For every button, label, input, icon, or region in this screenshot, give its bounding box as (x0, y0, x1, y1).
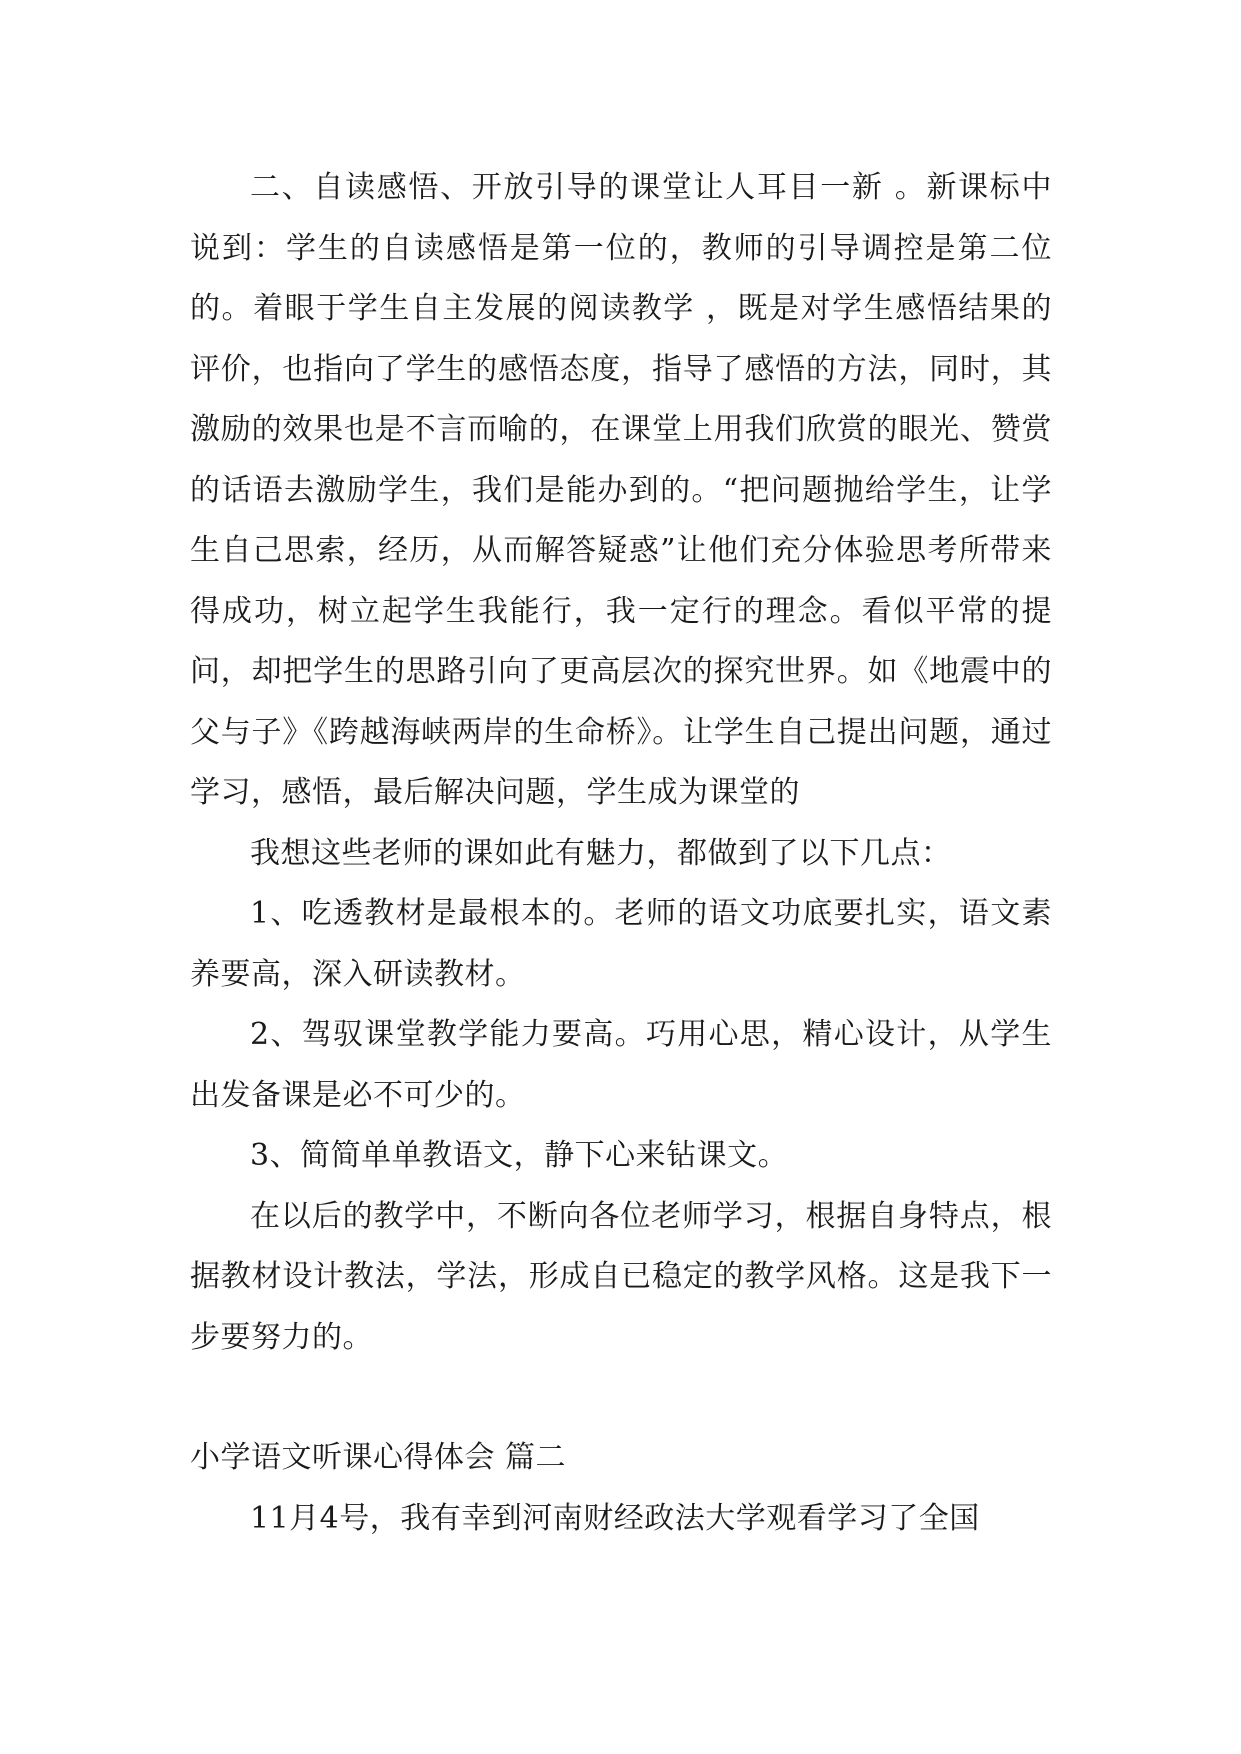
paragraph-point-3: 3、简简单单教语文，静下心来钻课文。 (250, 1138, 789, 1173)
section-heading: 小学语文听课心得体会 篇二 (190, 1440, 567, 1475)
paragraph-summary-intro: 我想这些老师的课如此有魅力，都做到了以下几点： (250, 835, 952, 871)
paragraph-point-1: 1、吃透教材是最根本的。老师的语文功底要扎实，语文素养要高，深入研读教材。 (190, 896, 1052, 992)
paragraph-conclusion: 在以后的教学中，不断向各位老师学习，根据自身特点，根据教材设计教法，学法，形成自已稳定的教学风格。这是我下一步要努力的。 (190, 1198, 1052, 1355)
paragraph-section-two-start: 11月4号，我有幸到河南财经政法大学观看学习了全国 (250, 1500, 980, 1536)
document-body (190, 158, 1052, 1549)
paragraph-point-2: 2、驾驭课堂教学能力要高。巧用心思，精心设计，从学生出发备课是必不可少的。 (190, 1017, 1052, 1113)
paragraph-reading-insight: 二、自读感悟、开放引导的课堂让人耳目一新 。新课标中说到：学生的自读感悟是第一位的，教师的引导调控是第二位的。着眼于学生自主发展的阅读教学 ，既是对学生感悟结果的评价，也指向了学生的感悟态度，指导了感悟的方法，同时，其激励的效果也是不言而喻的，在课堂上用我们欣赏的眼光、赞赏的话语去激励学生，我们是能办到的。“把问题抛给学生，让学生自己思索，经历，从而解答疑惑”让他们充分体验思考所带来得成功，树立起学生我能行，我一定行的理念。看似平常的提问，却把学生的思路引向了更高层次的探究世界。如《地震中的父与子》《跨越海峡两岸的生命桥》。让学生自己提出问题，通过学习，感悟，最后解决问题，学生成为课堂的 (190, 170, 1052, 810)
